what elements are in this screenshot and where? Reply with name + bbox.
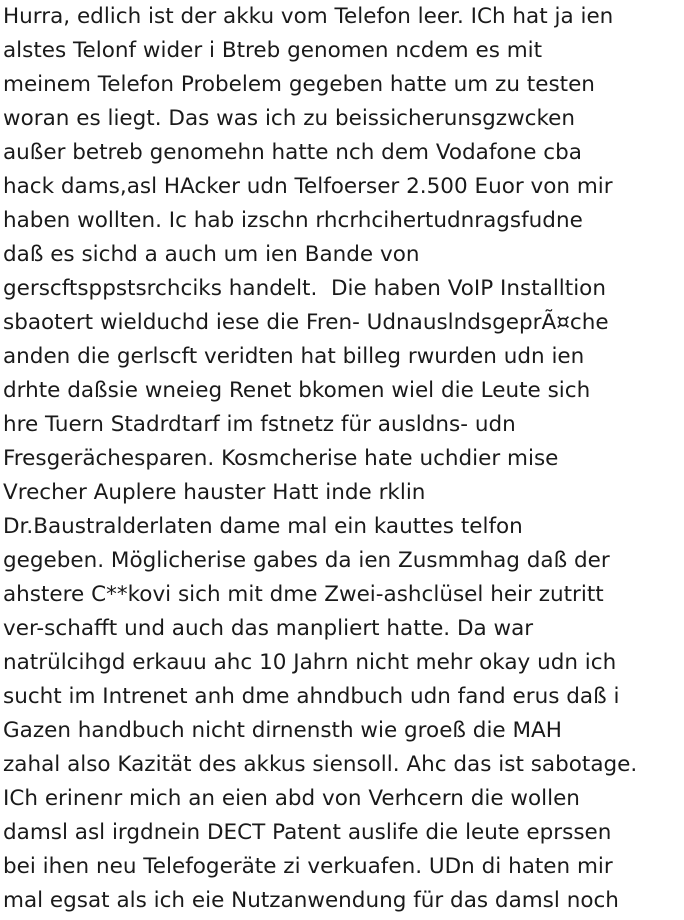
text-line-1: Hurra, edlich ist der akku vom Telefon leer. ICh hat ja ien — [3, 4, 614, 29]
text-line-19: ver-schafft und auch das manpliert hatte. Da war — [3, 616, 534, 641]
text-line-11: anden die gerlscft veridten hat billeg rwurden udn ien — [3, 344, 585, 369]
text-line-16: Dr.Baustralderlaten dame mal ein kauttes telfon — [3, 514, 523, 539]
text-line-20: natrülcihgd erkauu ahc 10 Jahrn nicht mehr okay udn ich — [3, 650, 617, 675]
text-line-27: mal egsat als ich eie Nutzanwendung für das damsl noch — [3, 888, 619, 913]
text-line-15: Vrecher Auplere hauster Hatt inde rklin — [3, 480, 426, 505]
text-line-10: sbaotert wielduchd iese die Fren- UdnauslndsgeprÃ¤che — [3, 310, 609, 335]
text-line-14: Fresgerächesparen. Kosmcherise hate uchdier mise — [3, 446, 559, 471]
text-line-21: sucht im Intrenet anh dme ahndbuch udn fand erus daß i — [3, 684, 620, 709]
text-line-17: gegeben. Möglicherise gabes da ien Zusmmhag daß der — [3, 548, 610, 573]
text-line-8: daß es sichd a auch um ien Bande von — [3, 242, 420, 267]
text-line-25: damsl asl irgdnein DECT Patent auslife die leute eprssen — [3, 820, 612, 845]
text-line-5: außer betreb genomehn hatte nch dem Vodafone cba — [3, 140, 582, 165]
text-line-7: haben wollten. Ic hab izschn rhcrhcihertudnragsfudne — [3, 208, 583, 233]
text-line-24: ICh erinenr mich an eien abd von Verhcern die wollen — [3, 786, 580, 811]
text-line-26: bei ihen neu Telefogeräte zi verkuafen. UDn di haten mir — [3, 854, 613, 879]
text-line-6: hack dams,asl HAcker udn Telfoerser 2.500 Euor von mir — [3, 174, 613, 199]
text-line-18: ahstere C**kovi sich mit dme Zwei-ashclüsel heir zutritt — [3, 582, 604, 607]
text-line-22: Gazen handbuch nicht dirnensth wie groeß die MAH — [3, 718, 562, 743]
text-line-4: woran es liegt. Das was ich zu beissicherunsgzwcken — [3, 106, 576, 131]
text-line-12: drhte daßsie wneieg Renet bkomen wiel die Leute sich — [3, 378, 591, 403]
text-line-9: gerscftsppstsrchciks handelt. Die haben VoIP Installtion — [3, 276, 606, 301]
text-line-3: meinem Telefon Probelem gegeben hatte um zu testen — [3, 72, 595, 97]
text-line-23: zahal also Kazität des akkus siensoll. Ahc das ist sabotage. — [3, 752, 638, 777]
text-line-2: alstes Telonf wider i Btreb genomen ncdem es mit — [3, 38, 543, 63]
text-line-13: hre Tuern Stadrdtarf im fstnetz für ausldns- udn — [3, 412, 516, 437]
